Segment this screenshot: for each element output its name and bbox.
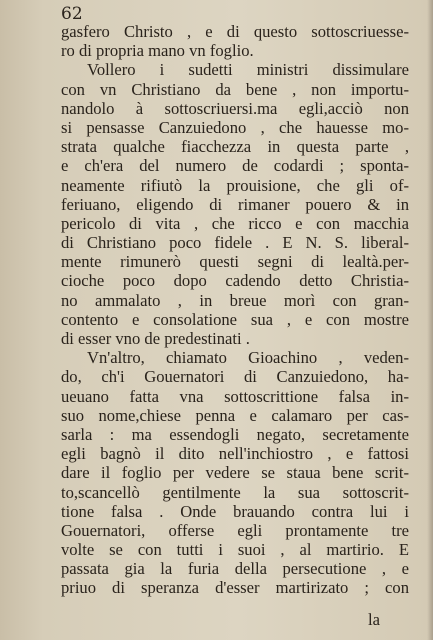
text-line: ro di propria mano vn foglio. (61, 41, 254, 61)
text-line: mente rimunerò questi segni di lealtà.per- (61, 252, 409, 272)
text-line: Vn'altro, chiamato Gioachino , veden- (87, 348, 409, 368)
text-line: egli bagnò il dito nell'inchiostro , e fattosi (61, 444, 409, 464)
text-line: neamente rifiutò la prouisione, che gli of- (61, 175, 409, 195)
text-line: pericolo di vita , che ricco e con macchia (61, 213, 409, 233)
text-line: ueuano fatta vna sottoscrittione falsa in- (61, 386, 409, 406)
text-line: nandolo à sottoscriuersi.ma egli,acciò non (61, 98, 409, 118)
text-line: volte se con tutti i suoi , al martirio. E (61, 540, 409, 560)
text-line: gasfero Christo , e di questo sottoscriuesse- (61, 22, 409, 41)
text-line: no ammalato , in breue morì con gran- (61, 290, 409, 310)
text-line: passata gia la furia della persecutione , e (61, 559, 409, 579)
text-line: feriuano, eligendo di rimaner pouero & in (61, 194, 409, 214)
text-line: dare il foglio per vedere se staua bene scrit- (61, 463, 409, 483)
text-line: si pensasse Canzuiedono , che hauesse mo- (61, 117, 409, 137)
catchword: la (368, 610, 380, 629)
text-line: di Christiano poco fidele . E N. S. liberal- (61, 233, 409, 253)
page-number: 62 (61, 4, 83, 24)
text-line: sarla : ma essendogli negato, secretamente (61, 424, 409, 444)
text-line: do, ch'i Gouernatori di Canzuiedono, ha- (61, 367, 409, 387)
text-line: tione falsa . Onde brauando contra lui i (61, 501, 409, 521)
text-line: contento e consolatione sua , e con mostre (61, 309, 409, 329)
text-line: strata qualche fiacchezza in questa parte , (61, 137, 409, 157)
text-line: con vn Christiano da bene , non importu- (61, 79, 409, 99)
text-line: to,scancellò gentilmente la sua sottoscrit- (61, 482, 409, 502)
text-line: e ch'era del numero de codardi ; sponta- (61, 156, 409, 176)
text-line: Vollero i sudetti ministri dissimulare (87, 60, 409, 80)
text-line: cioche poco dopo cadendo detto Christia- (61, 271, 409, 291)
text-line: di esser vno de predestinati . (61, 329, 250, 348)
body-text (61, 22, 409, 598)
text-line: suo nome,chiese penna e calamaro per cas- (61, 405, 409, 425)
text-line: priuo di speranza d'esser martirizato ; con (61, 578, 409, 598)
text-line: Gouernatori, offerse egli prontamente tre (61, 520, 409, 540)
